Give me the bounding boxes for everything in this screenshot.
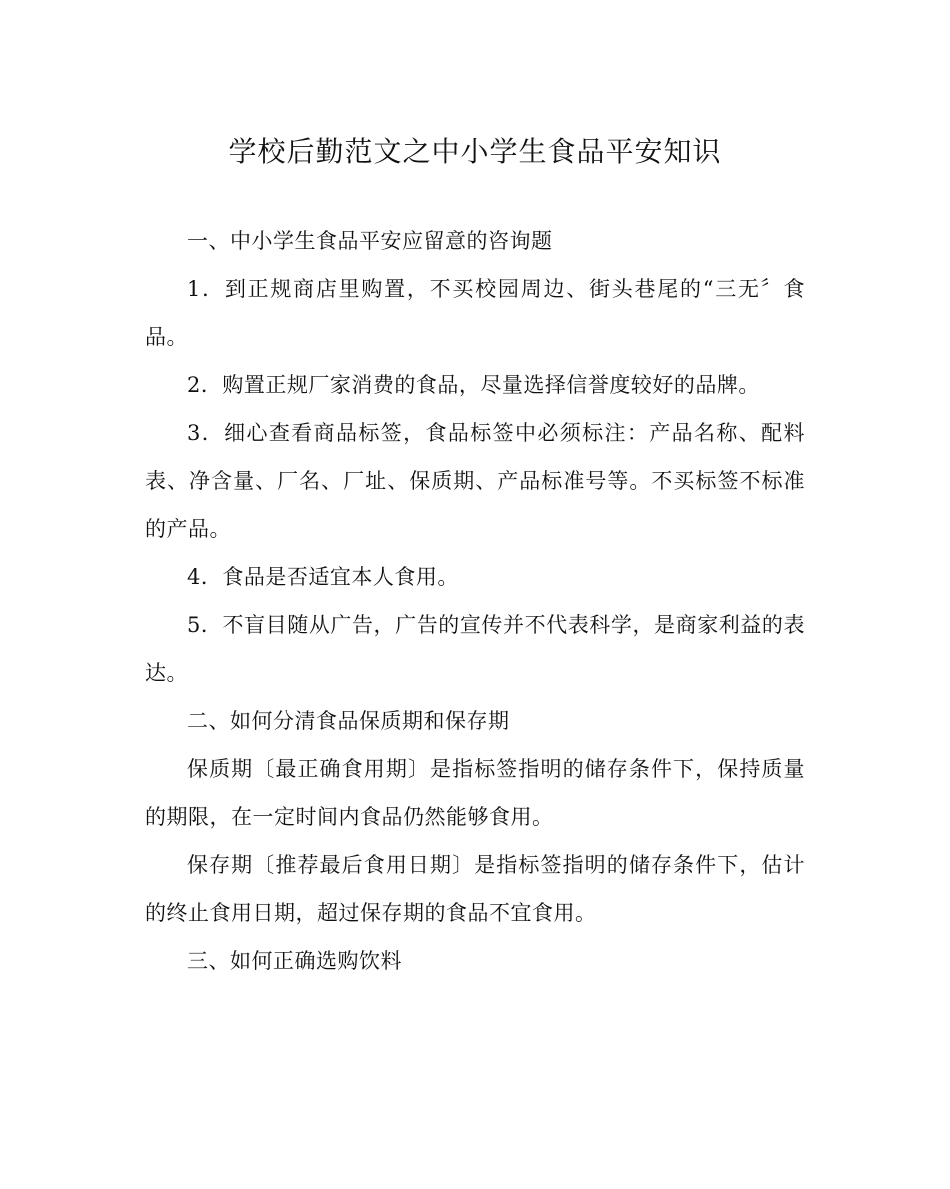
paragraph-item-1: 1．到正规商店里购置，不买校园周边、街头巷尾的“三无〞食品。 [145, 277, 805, 349]
paragraph-storage-life: 保存期〔推荐最后食用日期〕是指标签指明的储存条件下，估计的终止食用日期，超过保存期的食品不宜食用。 [145, 853, 805, 925]
paragraph-item-3: 3．细心查看商品标签，食品标签中必须标注：产品名称、配料表、净含量、厂名、厂址、保质期、产品标准号等。不买标签不标准的产品。 [145, 421, 805, 541]
paragraph-item-4: 4．食品是否适宜本人食用。 [187, 565, 459, 589]
document-title: 学校后勤范文之中小学生食品平安知识 [228, 135, 722, 168]
paragraph-item-5: 5．不盲目随从广告，广告的宣传并不代表科学，是商家利益的表达。 [145, 613, 805, 685]
document-body [145, 217, 805, 985]
section-heading-1: 一、中小学生食品平安应留意的咨询题 [187, 229, 553, 253]
section-heading-3: 三、如何正确选购饮料 [187, 949, 402, 973]
paragraph-item-2: 2．购置正规厂家消费的食品，尽量选择信誉度较好的品牌。 [187, 373, 760, 397]
section-heading-2: 二、如何分清食品保质期和保存期 [187, 709, 510, 733]
paragraph-shelf-life: 保质期〔最正确食用期〕是指标签指明的储存条件下，保持质量的期限，在一定时间内食品仍然能够食用。 [145, 757, 805, 829]
